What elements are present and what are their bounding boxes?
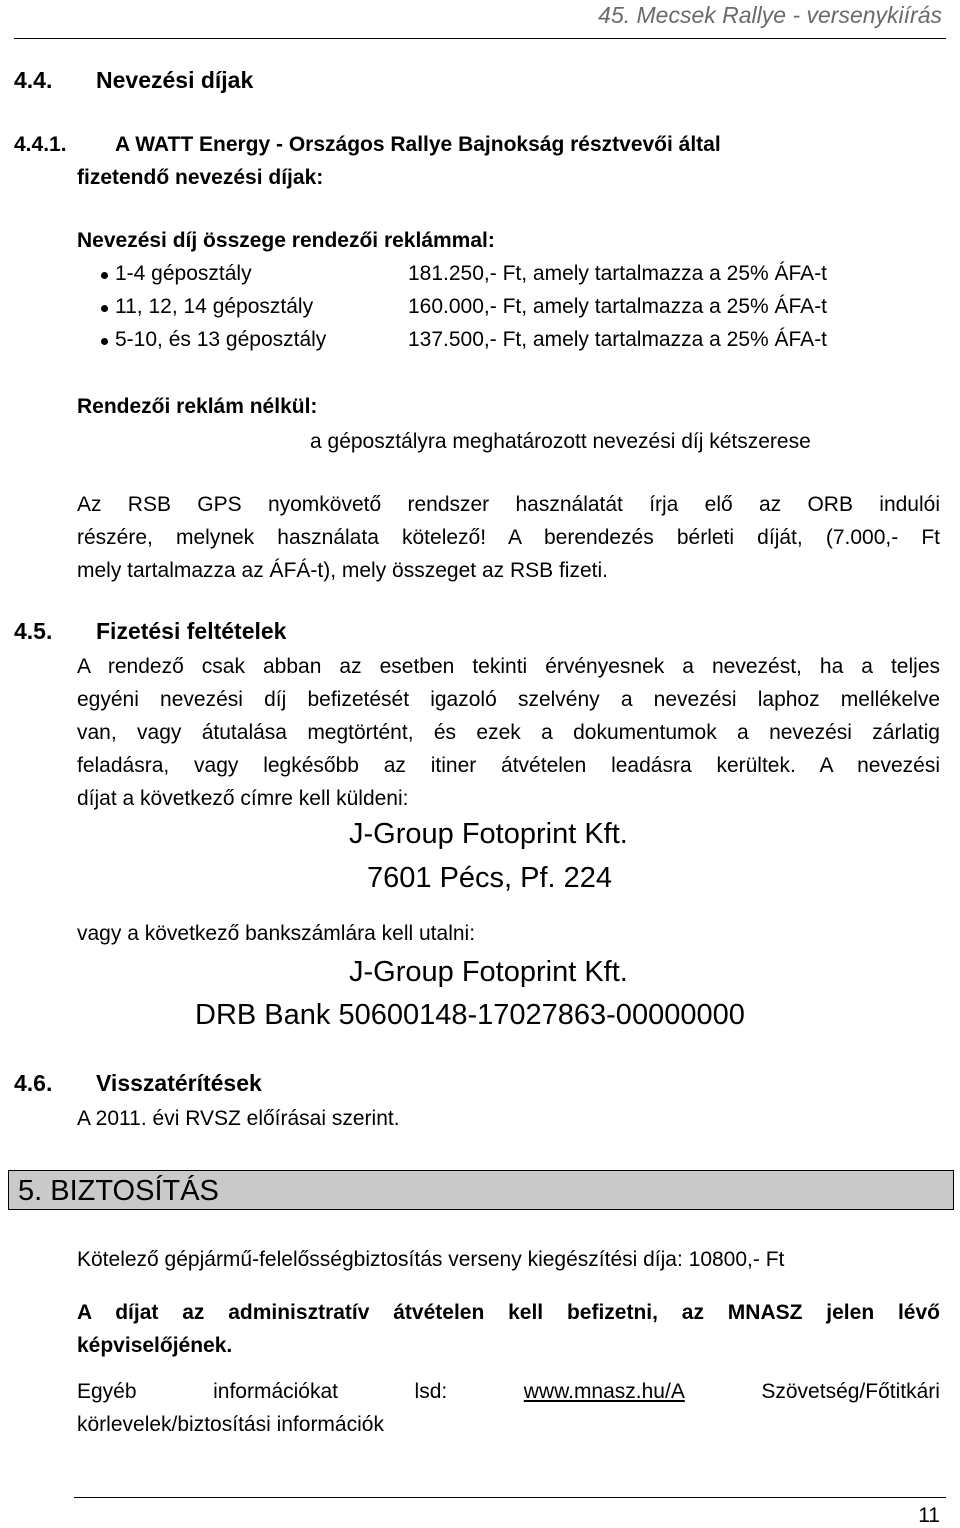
payment-terms-paragraph bbox=[77, 650, 940, 815]
section-4-4-1-title-line1: A WATT Energy - Országos Rallye Bajnokság résztvevői által bbox=[115, 133, 721, 156]
bank-account-number: DRB Bank 50600148-17027863-00000000 bbox=[195, 999, 745, 1031]
page-number: 11 bbox=[918, 1504, 940, 1527]
paragraph-line: egyéni nevezési díj befizetését igazoló szelvény a nevezési laphoz mellékelve bbox=[77, 688, 940, 711]
fee-with-ads-label: Nevezési díj összege rendezői reklámmal: bbox=[77, 229, 495, 252]
section-4-4-1-title-line2: fizetendő nevezési díjak: bbox=[77, 166, 324, 189]
fee-amount: 137.500,- Ft, amely tartalmazza a 25% ÁFA-t bbox=[408, 328, 828, 351]
paragraph-line: részére, melynek használata kötelező! A berendezés bérleti díját, (7.000,- Ft bbox=[77, 526, 940, 549]
section-4-5-number: 4.5. bbox=[14, 618, 53, 644]
bank-account-holder: J-Group Fotoprint Kft. bbox=[349, 956, 628, 988]
info-line bbox=[77, 1380, 940, 1404]
footer-divider bbox=[74, 1497, 946, 1498]
header-divider bbox=[14, 38, 946, 39]
paragraph-line: van, vagy átutalása megtörtént, és ezek a dokumentumok a nevezési zárlatig bbox=[77, 721, 940, 744]
paragraph-line: feladásra, vagy legkésőbb az itiner átvételen leadásra kerültek. A nevezési bbox=[77, 754, 940, 777]
rsb-gps-paragraph bbox=[77, 488, 940, 587]
section-4-4-number: 4.4. bbox=[14, 67, 53, 93]
section-5-title: 5. BIZTOSÍTÁS bbox=[18, 1175, 219, 1207]
fee-class: 5-10, és 13 géposztály bbox=[115, 328, 327, 351]
postal-address-name: J-Group Fotoprint Kft. bbox=[349, 818, 628, 850]
postal-address-city: 7601 Pécs, Pf. 224 bbox=[367, 862, 613, 894]
section-4-5-title: Fizetési feltételek bbox=[96, 618, 287, 644]
section-4-6-title: Visszatérítések bbox=[96, 1070, 262, 1096]
fee-amount: 181.250,- Ft, amely tartalmazza a 25% ÁFA-t bbox=[408, 262, 828, 285]
info-word: információkat bbox=[213, 1380, 338, 1403]
fee-class: 1-4 géposztály bbox=[115, 262, 252, 285]
section-4-4-1-number: 4.4.1. bbox=[14, 133, 67, 156]
fee-amount: 160.000,- Ft, amely tartalmazza a 25% ÁFA-t bbox=[408, 295, 828, 318]
info-word: lsd: bbox=[414, 1380, 448, 1403]
paragraph-line: képviselőjének. bbox=[77, 1334, 233, 1357]
fee-without-ads-text: a géposztályra meghatározott nevezési díj kétszerese bbox=[310, 430, 811, 453]
info-word: Szövetség/Főtitkári bbox=[761, 1380, 940, 1403]
insurance-fee-text: Kötelező gépjármű-felelősségbiztosítás verseny kiegészítési díja: 10800,- Ft bbox=[77, 1248, 785, 1271]
info-word: Egyéb bbox=[77, 1380, 137, 1403]
bullet-icon bbox=[101, 338, 108, 345]
info-line-2: körlevelek/biztosítási információk bbox=[77, 1413, 384, 1436]
paragraph-line: díjat a következő címre kell küldeni: bbox=[77, 787, 409, 810]
document-header-title: 45. Mecsek Rallye - versenykiírás bbox=[598, 2, 942, 28]
insurance-payment-note bbox=[77, 1296, 940, 1362]
mnasz-link[interactable]: www.mnasz.hu/A bbox=[523, 1380, 685, 1403]
paragraph-line: Az RSB GPS nyomkövető rendszer használatát írja elő az ORB indulói bbox=[77, 493, 940, 516]
fee-without-ads-label: Rendezői reklám nélkül: bbox=[77, 395, 318, 418]
bank-transfer-intro: vagy a következő bankszámlára kell utalni: bbox=[77, 922, 476, 945]
bullet-icon bbox=[101, 272, 108, 279]
section-4-4-title: Nevezési díjak bbox=[96, 67, 254, 93]
refund-text: A 2011. évi RVSZ előírásai szerint. bbox=[77, 1107, 400, 1130]
section-4-6-number: 4.6. bbox=[14, 1070, 53, 1096]
paragraph-line: A díjat az adminisztratív átvételen kell befizetni, az MNASZ jelen lévő bbox=[77, 1301, 940, 1324]
paragraph-line: mely tartalmazza az ÁFÁ-t), mely összeget az RSB fizeti. bbox=[77, 559, 608, 582]
fee-class: 11, 12, 14 géposztály bbox=[115, 295, 314, 318]
bullet-icon bbox=[101, 305, 108, 312]
paragraph-line: A rendező csak abban az esetben tekinti érvényesnek a nevezést, ha a teljes bbox=[77, 655, 940, 678]
